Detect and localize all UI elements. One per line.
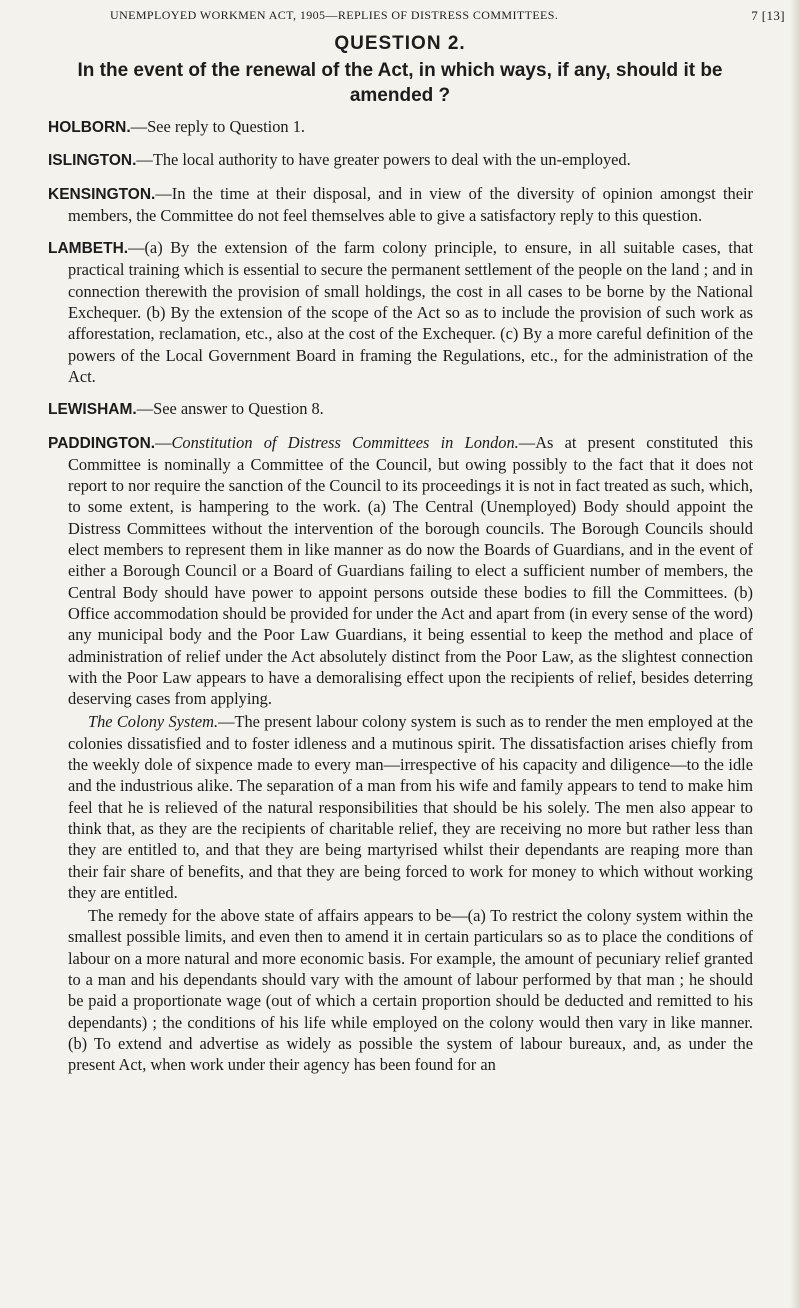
running-header bbox=[110, 8, 785, 23]
borough-name: HOLBORN. bbox=[48, 119, 131, 136]
borough-name: PADDINGTON. bbox=[48, 434, 156, 452]
borough-name: ISLINGTON. bbox=[48, 152, 137, 170]
question-text: In the event of the renewal of the Act, in which ways, if any, should it be amended ? bbox=[77, 60, 723, 106]
reply-islington bbox=[48, 149, 753, 171]
reply-holborn bbox=[48, 116, 753, 138]
reply-text: —See reply to Question 1. bbox=[130, 117, 306, 136]
section-title-constitution: Constitution of Distress Committees in London. bbox=[171, 432, 519, 452]
reply-text: —The local authority to have greater powers to deal with the un-employed. bbox=[136, 150, 631, 170]
borough-name: LEWISHAM. bbox=[48, 401, 137, 419]
reply-text: —See answer to Question 8. bbox=[136, 399, 324, 419]
reply-kensington bbox=[48, 183, 753, 227]
reply-lambeth bbox=[48, 237, 753, 387]
borough-name: KENSINGTON. bbox=[48, 185, 156, 203]
section-title-colony: The Colony System. bbox=[88, 712, 219, 732]
paragraph-colony-system bbox=[48, 711, 753, 903]
paragraph-colony-text: —The present labour colony system is such as to render the men employed at the colonies dissatisfied and to foster idleness and a mutinous spirit. The dissatisfaction arises chiefly from the weekly dole of sixpence made to every man—irrespective of his capacity and diligence—to the idle and the industrious alike. The separation of a man from his wife and family appears to tend to make him feel that he is relieved of the natural responsibilities that should be his solely. The men also appear to think that, as they are the recipients of charitable relief, they are receiving no more but rather less than they are entitled to, and that they are being martyrised whilst their dependants are reaping more than their fair share of benefits, and that they are being forced to work for money to which without working they are entitled. bbox=[68, 712, 753, 902]
reply-lewisham bbox=[48, 398, 753, 420]
borough-name: LAMBETH. bbox=[48, 240, 129, 258]
dash: — bbox=[155, 432, 172, 452]
question-heading: QUESTION 2. bbox=[334, 33, 466, 54]
reply-text: —(a) By the extension of the farm colony principle, to ensure, in all suitable cases, that practical training which is essential to secure the permanent settlement of the people on the land ; and in connection therewith the provision of small holdings, the cost in all cases to be borne by the National Exchequer. (b) By the extension of the scope of the Act so as to include the provision of such work as afforestation, reclamation, etc., also at the cost of the Exchequer. (c) By a more careful definition of the powers of the Local Government Board in framing the Regulations, etc., for the administration of the Act. bbox=[68, 238, 753, 386]
page-edge bbox=[790, 0, 800, 1308]
reply-text: —In the time at their disposal, and in view of the diversity of opinion amongst their members, the Committee do not feel themselves able to give a satisfactory reply to this question. bbox=[68, 183, 753, 225]
reply-paddington bbox=[48, 432, 753, 710]
paragraph-remedy: The remedy for the above state of affairs appears to be—(a) To restrict the colony system within the smallest possible limits, and even then to amend it in certain particulars so as to place the conditions of labour on a more natural and more economic basis. For example, the amount of pecuniary relief granted to a man and his dependants should vary with the amount of labour performed by that man ; he should be paid a proportionate wage (out of which a certain proportion should be deducted and remitted to his dependants) ; the conditions of his life while employed on the colony would then vary in like manner. (b) To extend and advertise as widely as possible the system of labour bureaux, and, as under the present Act, when work under their agency has been found for an bbox=[68, 906, 753, 1075]
replies-body bbox=[48, 116, 753, 1077]
paragraph-constitution: —As at present constituted this Committee is nominally a Committee of the Council, but owing possibly to the fact that it does not report to nor require the sanction of the Council to its proceedings it is not in fact treated as such, which, to some extent, is hampering to the work. (a) The Central (Unemployed) Body should appoint the Distress Committees without the intervention of the borough councils. The Borough Councils should elect members to represent them in like manner as do now the Boards of Guardians, and in the event of either a Borough Council or a Board of Guardians failing to elect a sufficient number of members, the Central Body should have power to appoint persons outside these bodies to fill the Committees. (b) Office accommodation should be provided for under the Act and apart from (in every sense of the word) any municipal body and the Poor Law Guardians, it being essential to keep the method and place of administration of relief under the Act absolutely distinct from the Poor Law, as the slightest connection with the Poor Law appears to have a demoralising effect upon the recipients of relief, besides deterring deserving cases from applying. bbox=[68, 432, 754, 709]
running-title: UNEMPLOYED WORKMEN ACT, 1905—REPLIES OF DISTRESS COMMITTEES. bbox=[110, 8, 559, 22]
page-number: 7 [13] bbox=[751, 8, 785, 23]
